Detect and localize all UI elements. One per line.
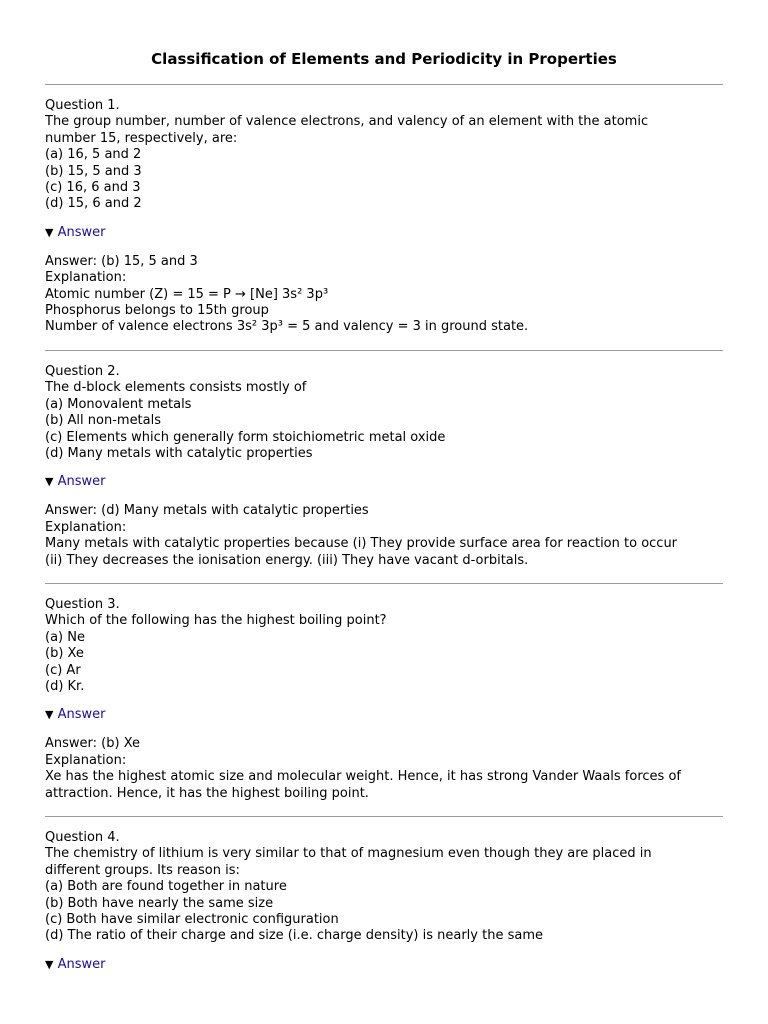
answer-text: Phosphorus belongs to 15th group bbox=[45, 303, 269, 319]
option: (c) Ar bbox=[45, 662, 81, 678]
option: (c) Elements which generally form stoichiometric metal oxide bbox=[45, 429, 446, 445]
answer-text: (ii) They decreases the ionisation energy. (iii) They have vacant d-orbitals. bbox=[45, 552, 529, 568]
answer-text: Atomic number (Z) = 15 = P → [Ne] 3s² 3p³ bbox=[45, 286, 329, 302]
question-2 bbox=[45, 351, 723, 490]
answer-3 bbox=[45, 723, 723, 816]
answer-toggle[interactable] bbox=[45, 474, 723, 490]
answer-toggle[interactable] bbox=[45, 957, 723, 973]
answer-toggle-label: Answer bbox=[57, 224, 106, 240]
question-3 bbox=[45, 584, 723, 723]
answer-1 bbox=[45, 241, 723, 350]
option: (c) 16, 6 and 3 bbox=[45, 180, 141, 196]
answer-text: Explanation: bbox=[45, 519, 127, 535]
triangle-down-icon: ▼ bbox=[45, 475, 54, 489]
answer-text: Many metals with catalytic properties because (i) They provide surface area for reaction to occur bbox=[45, 536, 678, 552]
answer-text: Number of valence electrons 3s² 3p³ = 5 and valency = 3 in ground state. bbox=[45, 319, 529, 335]
option: (b) 15, 5 and 3 bbox=[45, 163, 142, 179]
answer-toggle-label: Answer bbox=[57, 956, 106, 972]
option: (d) The ratio of their charge and size (i.e. charge density) is nearly the same bbox=[45, 928, 543, 944]
question-label: Question 3. bbox=[45, 596, 120, 612]
question-label: Question 4. bbox=[45, 830, 120, 845]
question-text: The chemistry of lithium is very similar to that of magnesium even though they are placed in bbox=[45, 846, 652, 862]
triangle-down-icon: ▼ bbox=[45, 225, 54, 239]
option: (a) Ne bbox=[45, 629, 85, 645]
answer-text: Explanation: bbox=[45, 752, 127, 768]
option: (a) 16, 5 and 2 bbox=[45, 147, 142, 163]
option: (b) Both have nearly the same size bbox=[45, 895, 274, 911]
option: (a) Both are found together in nature bbox=[45, 879, 287, 895]
answer-toggle-label: Answer bbox=[57, 474, 106, 490]
answer-text: attraction. Hence, it has the highest boiling point. bbox=[45, 785, 369, 801]
answer-text: Answer: (b) 15, 5 and 3 bbox=[45, 253, 198, 269]
question-text: The d-block elements consists mostly of bbox=[45, 380, 307, 396]
question-1 bbox=[45, 85, 723, 241]
answer-text: Xe has the highest atomic size and molecular weight. Hence, it has strong Vander Waals forces of bbox=[45, 769, 681, 785]
triangle-down-icon: ▼ bbox=[45, 708, 54, 722]
answer-2 bbox=[45, 490, 723, 583]
answer-text: Answer: (b) Xe bbox=[45, 736, 141, 752]
answer-toggle[interactable] bbox=[45, 707, 723, 723]
answer-toggle[interactable] bbox=[45, 225, 723, 241]
option: (b) All non-metals bbox=[45, 413, 162, 429]
triangle-down-icon: ▼ bbox=[45, 957, 54, 971]
answer-text: Explanation: bbox=[45, 270, 127, 286]
question-label: Question 1. bbox=[45, 98, 120, 113]
option: (c) Both have similar electronic configuration bbox=[45, 912, 339, 928]
question-text: different groups. Its reason is: bbox=[45, 862, 240, 878]
option: (b) Xe bbox=[45, 646, 84, 662]
option: (d) 15, 6 and 2 bbox=[45, 196, 142, 212]
option: (d) Many metals with catalytic properties bbox=[45, 445, 313, 461]
question-4 bbox=[45, 817, 723, 973]
question-label: Question 2. bbox=[45, 363, 120, 379]
option: (d) Kr. bbox=[45, 678, 85, 694]
answer-text: Answer: (d) Many metals with catalytic properties bbox=[45, 503, 369, 519]
answer-toggle-label: Answer bbox=[57, 707, 106, 723]
question-text: The group number, number of valence electrons, and valency of an element with the atomic bbox=[45, 114, 649, 130]
question-text: Which of the following has the highest boiling point? bbox=[45, 613, 387, 629]
page-title: Classification of Elements and Periodicity in Properties bbox=[151, 50, 617, 68]
question-text: number 15, respectively, are: bbox=[45, 130, 238, 146]
option: (a) Monovalent metals bbox=[45, 396, 192, 412]
